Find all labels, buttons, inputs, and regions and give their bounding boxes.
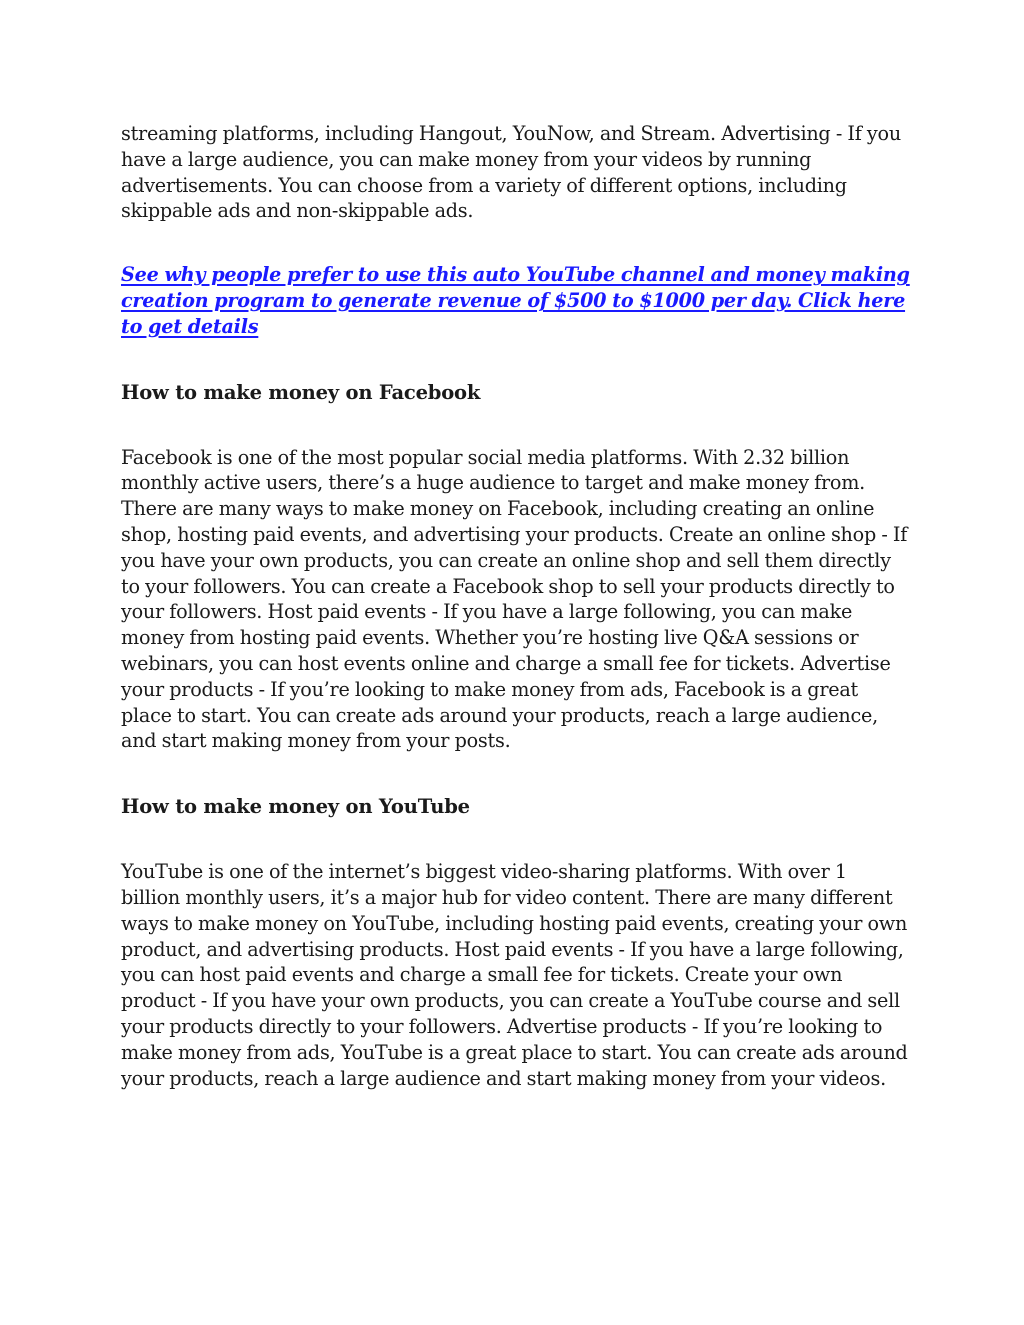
document-page <box>121 121 911 1091</box>
promo-link[interactable]: See why people prefer to use this auto YouTube channel and money making creation program to generate revenue of $500 to $1000 per day. Click here to get details <box>121 263 910 338</box>
facebook-section-body: Facebook is one of the most popular social media platforms. With 2.32 billion monthly active users, there’s a huge audience to target and make money from. There are many ways to make money on Facebook, including creating an online shop, hosting paid events, and advertising your products. Create an online shop - If you have your own products, you can create an online shop and sell them directly to your followers. You can create a Facebook shop to sell your products directly to your followers. Host paid events - If you have a large following, you can make money from hosting paid events. Whether you’re hosting live Q&A sessions or webinars, you can host events online and charge a small fee for tickets. Advertise your products - If you’re looking to make money from ads, Facebook is a great place to start. You can create ads around your products, reach a large audience, and start making money from your posts. <box>121 445 908 753</box>
youtube-section-heading: How to make money on YouTube <box>121 795 470 819</box>
intro-paragraph: streaming platforms, including Hangout, YouNow, and Stream. Advertising - If you have a large audience, you can make money from your videos by running advertisements. You can choose from a variety of different options, including skippable ads and non-skippable ads. <box>121 122 901 223</box>
youtube-section-body: YouTube is one of the internet’s biggest video-sharing platforms. With over 1 billion monthly users, it’s a major hub for video content. There are many different ways to make money on YouTube, including hosting paid events, creating your own product, and advertising products. Host paid events - If you have a large following, you can host paid events and charge a small fee for tickets. Create your own product - If you have your own products, you can create a YouTube course and sell your products directly to your followers. Advertise products - If you’re looking to make money from ads, YouTube is a great place to start. You can create ads around your products, reach a large audience and start making money from your videos. <box>121 860 908 1090</box>
promo-link-block <box>121 262 911 339</box>
facebook-section-heading: How to make money on Facebook <box>121 380 481 404</box>
